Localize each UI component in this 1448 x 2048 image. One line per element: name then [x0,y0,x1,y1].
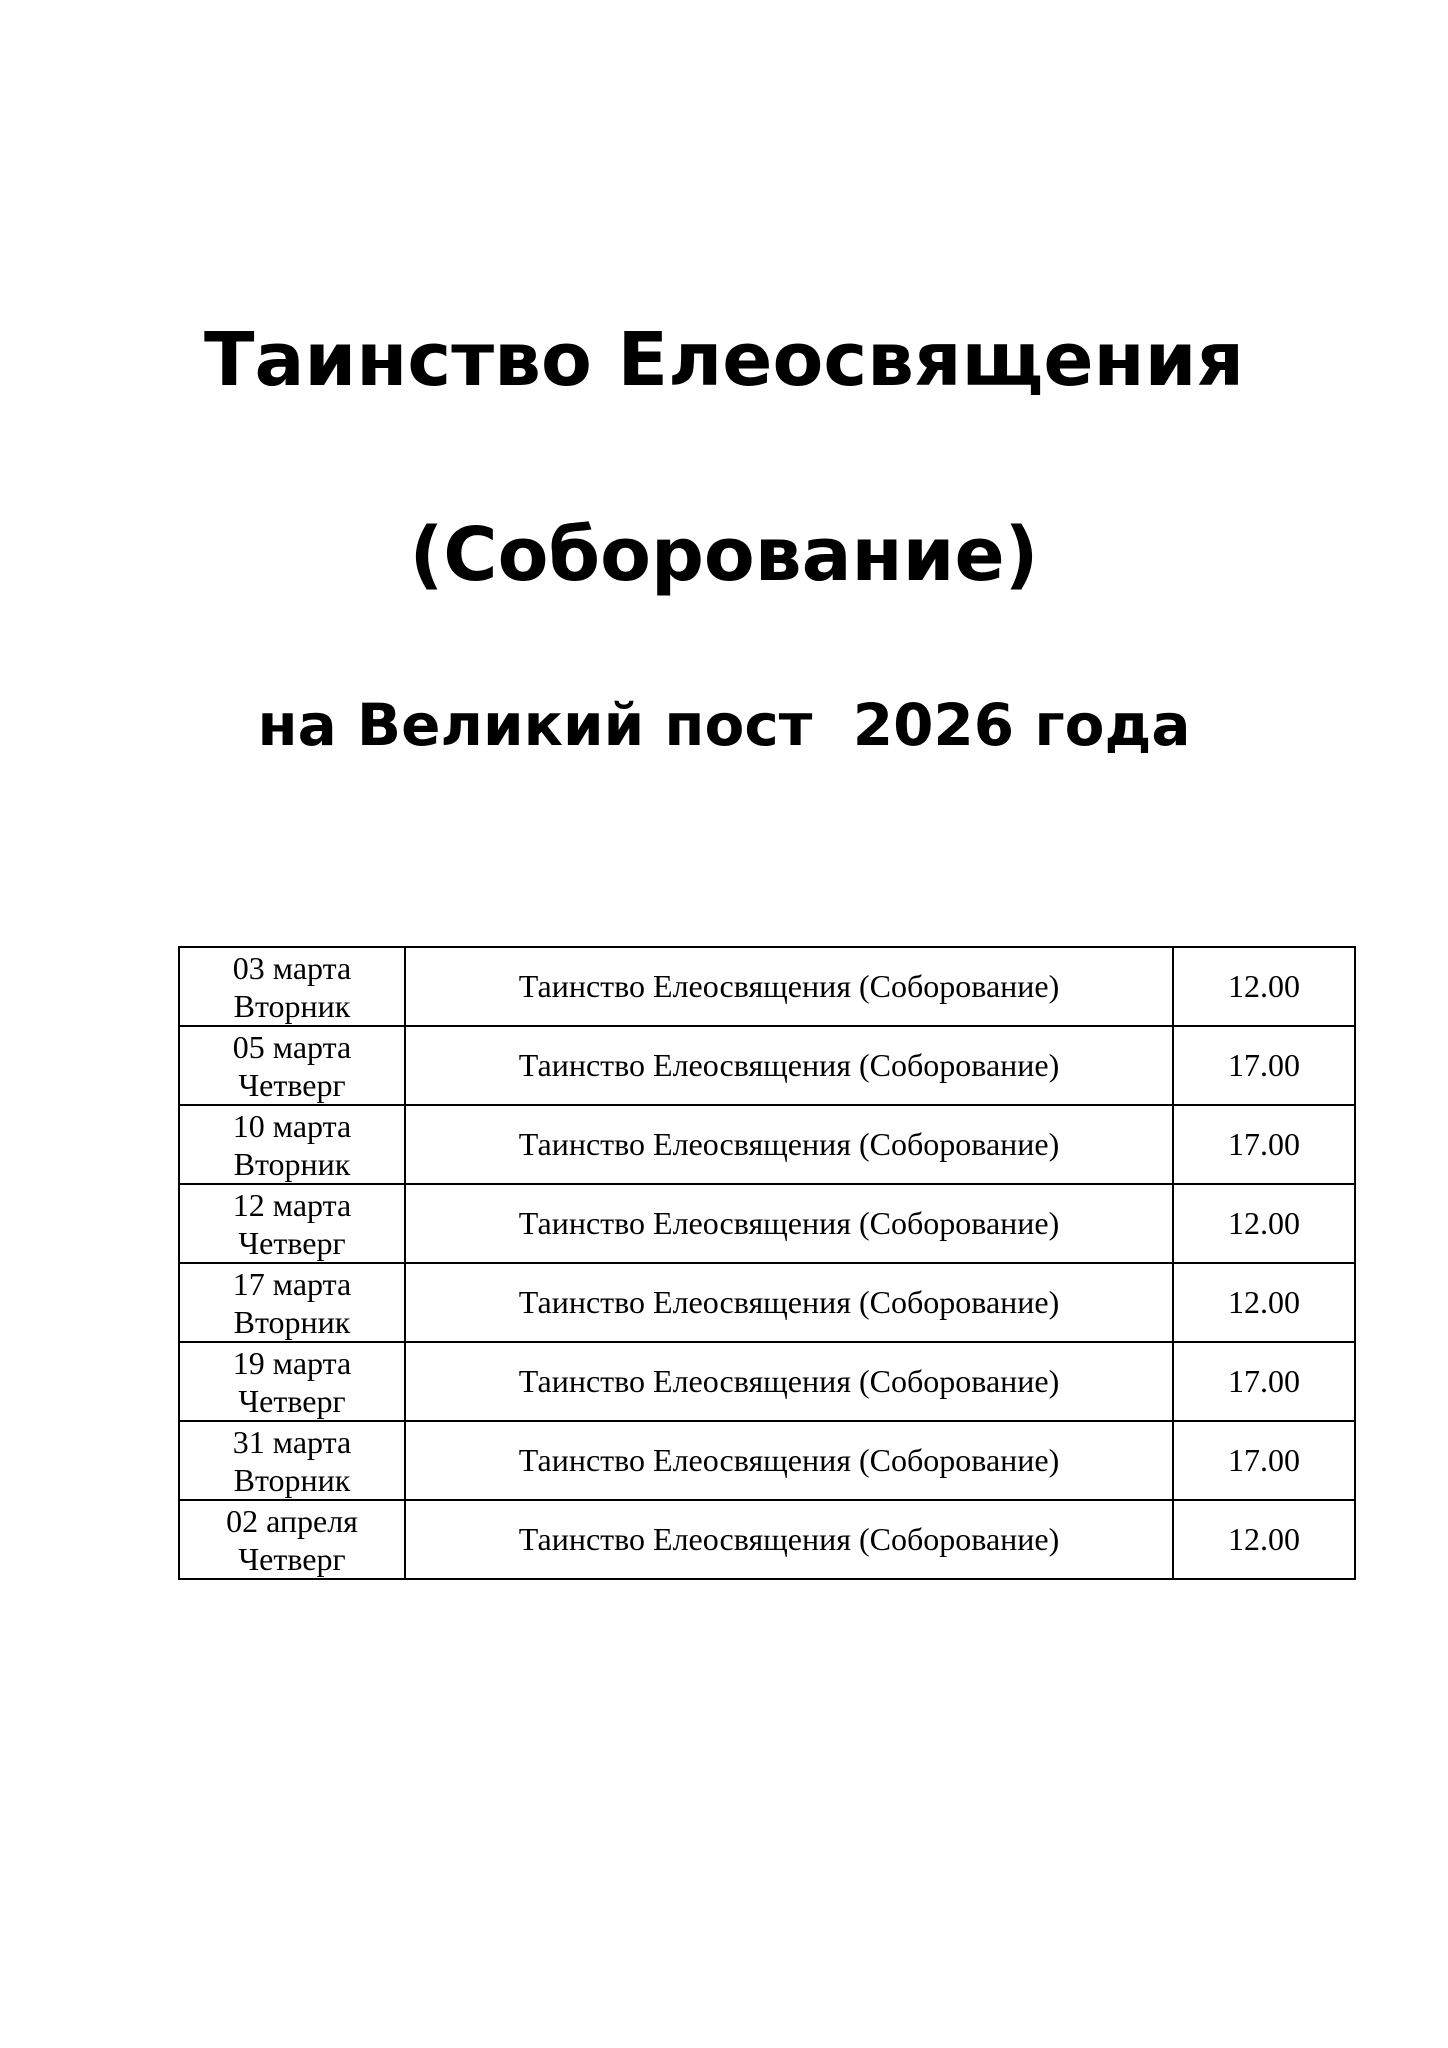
event-cell: Таинство Елеосвящения (Соборование) [405,1184,1173,1263]
weekday-text: Четверг [238,1540,346,1577]
table-row [179,1342,1355,1421]
date-text: 12 марта [232,1186,352,1223]
time-cell: 12.00 [1173,947,1355,1026]
date-text: 17 марта [232,1265,352,1302]
time-cell: 12.00 [1173,1500,1355,1579]
weekday-text: Вторник [233,987,351,1024]
event-cell: Таинство Елеосвящения (Соборование) [405,947,1173,1026]
time-cell: 17.00 [1173,1105,1355,1184]
date-cell [179,1184,405,1263]
date-cell [179,1105,405,1184]
event-cell: Таинство Елеосвящения (Соборование) [405,1500,1173,1579]
date-cell [179,947,405,1026]
weekday-text: Четверг [238,1224,346,1261]
date-text: 02 апреля [226,1502,358,1539]
time-cell: 12.00 [1173,1184,1355,1263]
date-cell [179,1342,405,1421]
title-line-2: (Соборование) [409,512,1039,598]
event-cell: Таинство Елеосвящения (Соборование) [405,1263,1173,1342]
time-cell: 12.00 [1173,1263,1355,1342]
table-row [179,1263,1355,1342]
weekday-text: Вторник [233,1303,351,1340]
date-text: 31 марта [232,1423,352,1460]
event-cell: Таинство Елеосвящения (Соборование) [405,1105,1173,1184]
date-cell [179,1263,405,1342]
date-cell [179,1500,405,1579]
event-cell: Таинство Елеосвящения (Соборование) [405,1026,1173,1105]
date-text: 19 марта [232,1344,352,1381]
time-cell: 17.00 [1173,1342,1355,1421]
table-row [179,947,1355,1026]
table-row [179,1026,1355,1105]
weekday-text: Вторник [233,1461,351,1498]
event-cell: Таинство Елеосвящения (Соборование) [405,1421,1173,1500]
time-cell: 17.00 [1173,1026,1355,1105]
date-text: 10 марта [232,1107,352,1144]
weekday-text: Вторник [233,1145,351,1182]
weekday-text: Четверг [238,1382,346,1419]
date-cell [179,1026,405,1105]
table-row [179,1105,1355,1184]
table-row [179,1421,1355,1500]
date-text: 03 марта [232,949,352,986]
event-cell: Таинство Елеосвящения (Соборование) [405,1342,1173,1421]
subtitle: на Великий пост 2026 года [257,691,1191,759]
schedule-table [178,946,1356,1580]
title-line-1: Таинство Елеосвящения [203,317,1245,403]
time-cell: 17.00 [1173,1421,1355,1500]
table-row [179,1184,1355,1263]
date-text: 05 марта [232,1028,352,1065]
table-row [179,1500,1355,1579]
date-cell [179,1421,405,1500]
weekday-text: Четверг [238,1066,346,1103]
